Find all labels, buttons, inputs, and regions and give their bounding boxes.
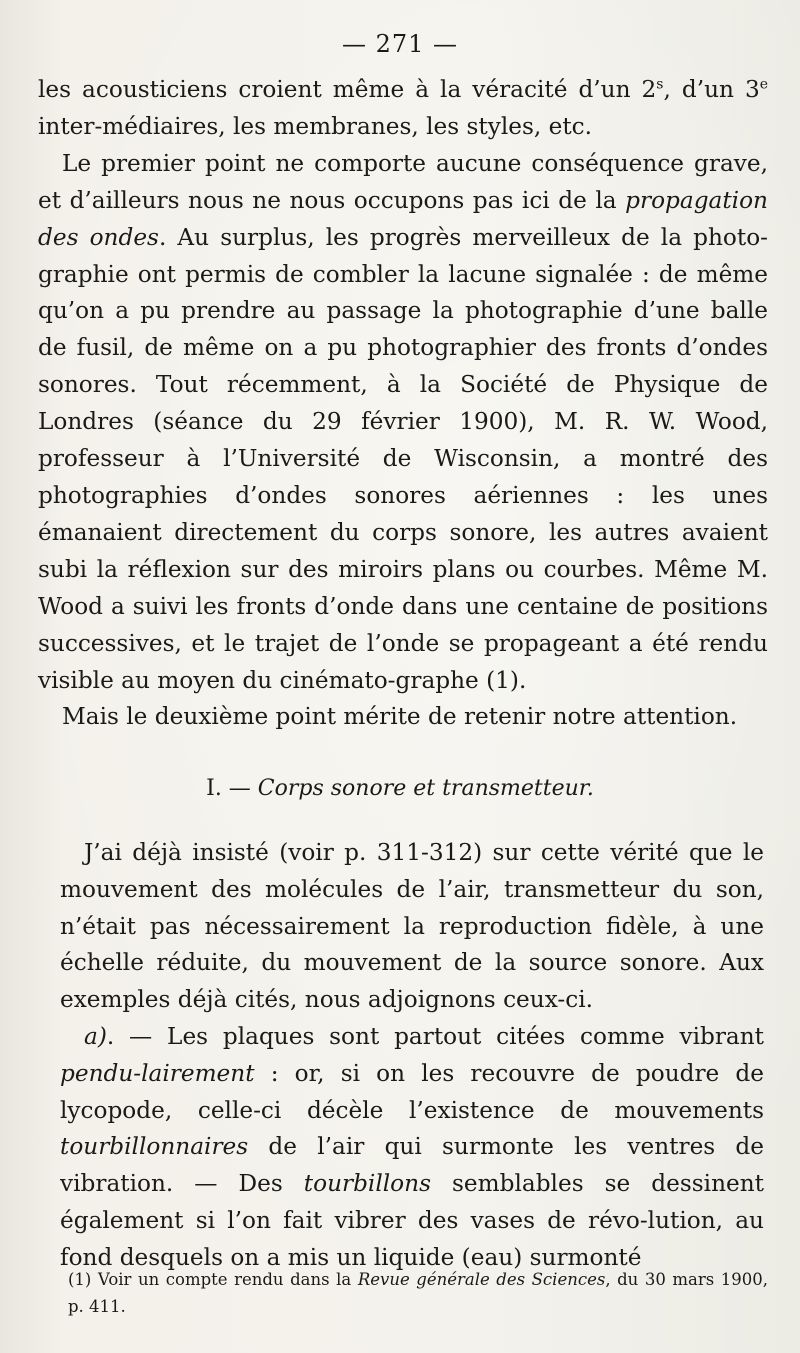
footnote-marker: (1)	[68, 1270, 92, 1289]
footnote-text-after: , du 30 mars 1900, p. 411.	[68, 1270, 769, 1316]
text-span: , d’un 3	[663, 76, 760, 103]
text-span: Le premier point ne comporte aucune conséquence grave, et d’ailleurs nous ne nous occupons pas ici de la	[38, 149, 768, 214]
section-number: I. —	[206, 776, 258, 801]
text-span: inter-médiaires, les membranes, les styles, etc.	[38, 112, 593, 140]
text-span: de l’air qui surmonte les ventres de vibration. — Des	[60, 1133, 764, 1198]
italic-span: pendu-lairement	[60, 1059, 255, 1087]
text-span: J’ai déjà insisté (voir p. 311-312) sur cette vérité que le mouvement des molécules de l’air, transmetteur du son, n’était pas nécessairement la reproduction fidèle, à une échelle réduite, du mouvement de la source sonore. Aux exemples déjà cités, nous adjoignons ceux-ci.	[60, 839, 764, 1014]
text-span: Mais le deuxième point mérite de retenir notre attention.	[62, 703, 738, 731]
footnote	[68, 1266, 768, 1320]
text-span: . Au surplus, les progrès merveilleux de la photo-graphie ont permis de combler la lacune signalée : de même qu’on a pu prendre au passage la photographie d’une balle de fusil, de même on a pu photographier des fronts d’ondes sonores. Tout récemment, à la Société de Physique de Londres (séance du 29 février 1900), M. R. W. Wood, professeur à l’Université de Wisconsin, a montré des photographies d’ondes sonores aériennes : les unes émanaient directement du corps sonore, les autres avaient subi la réflexion sur des miroirs plans ou courbes. Même M. Wood a suivi les fronts d’onde dans une centaine de positions successives, et le trajet de l’onde se propageant a été rendu visible au moyen du cinémato-graphe (1).	[38, 223, 768, 694]
paragraph	[60, 835, 764, 1019]
footnote-text-before: Voir un compte rendu dans la	[91, 1270, 358, 1289]
italic-span: propagation des ondes	[38, 186, 768, 251]
text-span: les acousticiens croient même à la véracité d’un 2	[38, 76, 657, 103]
italic-span: a)	[84, 1022, 107, 1050]
text-span: semblables se dessinent également si l’on fait vibrer des vases de révo-lution, au fond desquels on a mis un liquide (eau) surmonté	[60, 1170, 764, 1271]
paragraph	[60, 1019, 764, 1277]
text-span: . — Les plaques sont partout citées comme vibrant	[106, 1022, 764, 1050]
superscript: e	[759, 76, 768, 93]
page-number: — 271 —	[341, 30, 459, 58]
text-span: : or, si on les recouvre de poudre de lycopode, celle-ci décèle l’existence de mouvements	[60, 1059, 764, 1124]
paragraph	[38, 72, 768, 146]
italic-span: tourbillonnaires	[60, 1133, 249, 1161]
paragraph	[38, 146, 768, 700]
paragraph	[38, 699, 768, 736]
section-heading	[0, 776, 800, 801]
italic-span: tourbillons	[303, 1170, 431, 1198]
footnote-journal: Revue générale des Sciences	[357, 1270, 606, 1289]
section-title: Corps sonore et transmetteur.	[257, 776, 594, 801]
superscript: s	[656, 76, 664, 93]
main-text-block	[38, 72, 768, 736]
section-text-block	[60, 835, 764, 1277]
